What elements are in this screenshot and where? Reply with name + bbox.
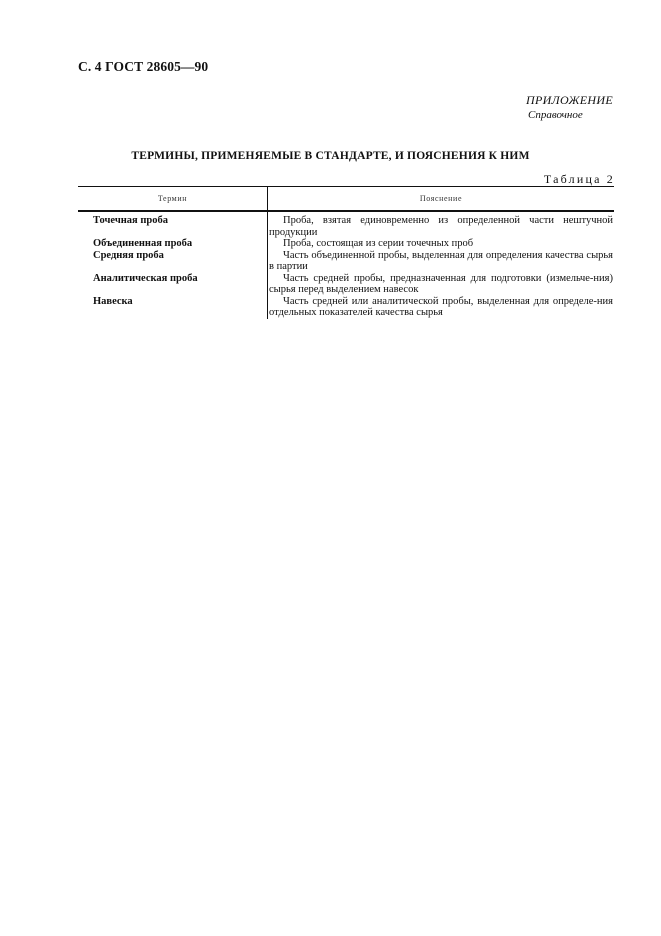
explanation-cell: Проба, взятая единовременно из определенной части нештучной продукции [269, 215, 613, 238]
table-row [78, 250, 614, 273]
explanation-cell: Проба, состоящая из серии точечных проб [283, 238, 474, 249]
table-row [78, 273, 614, 296]
column-header-term: Термин [78, 187, 268, 210]
explanation-cell: Часть объединенной пробы, выделенная для определения качества сырья в партии [269, 249, 613, 272]
explanation-cell: Часть средней пробы, предназначенная для подготовки (измельче-ния) сырья перед выделением навесок [269, 272, 613, 295]
term-cell: Точечная проба [93, 215, 168, 226]
explanation-cell: Часть средней или аналитической пробы, выделенная для определе-ния отдельных показателей качества сырья [269, 295, 613, 318]
table-caption: Таблица 2 [543, 172, 615, 186]
term-cell: Средняя проба [93, 249, 164, 261]
term-cell: Навеска [93, 295, 133, 307]
table-body [78, 212, 614, 319]
terms-table [78, 186, 614, 319]
appendix-title: ПРИЛОЖЕНИЕ [526, 93, 613, 107]
appendix-note: Справочное [528, 109, 583, 121]
term-cell: Аналитическая проба [93, 272, 198, 284]
table-header [78, 186, 614, 212]
appendix-block [526, 93, 616, 121]
document-title: ТЕРМИНЫ, ПРИМЕНЯЕМЫЕ В СТАНДАРТЕ, И ПОЯСНЕНИЯ К НИМ [131, 150, 530, 162]
table-row [78, 212, 614, 238]
column-header-explanation: Пояснение [419, 194, 463, 203]
page-header-ref: С. 4 ГОСТ 28605—90 [78, 59, 209, 74]
table-row [78, 238, 614, 250]
table-row [78, 296, 614, 319]
term-cell: Объединенная проба [93, 238, 193, 249]
